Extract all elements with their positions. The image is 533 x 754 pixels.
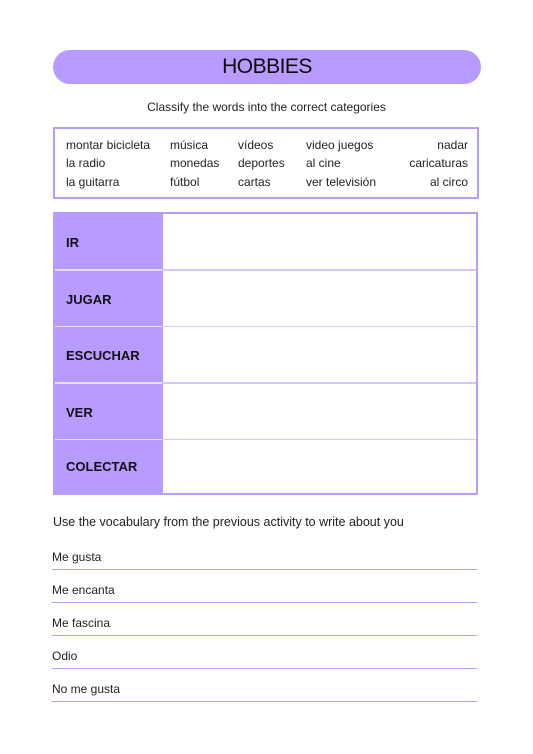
category-label: IR <box>55 214 162 270</box>
category-label: COLECTAR <box>55 440 162 493</box>
category-label: VER <box>55 384 162 440</box>
page-title: HOBBIES <box>222 55 312 78</box>
word-bank-item: al cine <box>306 156 341 170</box>
writing-line[interactable] <box>52 613 477 636</box>
category-answer-area[interactable] <box>162 214 476 270</box>
word-bank-item: nadar <box>437 138 468 152</box>
word-bank-item: música <box>170 138 209 152</box>
category-row-colectar <box>55 440 476 493</box>
category-label: ESCUCHAR <box>55 327 162 383</box>
title-banner <box>53 50 481 84</box>
writing-line[interactable] <box>52 679 477 702</box>
word-bank-item: deportes <box>238 156 285 170</box>
writing-prompt: Me fascina <box>52 616 111 630</box>
category-answer-area[interactable] <box>162 327 476 383</box>
category-answer-area[interactable] <box>162 440 476 493</box>
category-row-ver <box>55 384 476 440</box>
word-bank-item: video juegos <box>306 138 374 152</box>
writing-line[interactable] <box>52 580 477 603</box>
category-row-jugar <box>55 271 476 327</box>
category-answer-area[interactable] <box>162 384 476 440</box>
category-row-escuchar <box>55 327 476 383</box>
word-bank-item: al circo <box>429 175 468 189</box>
word-bank-item: monedas <box>170 156 220 170</box>
category-row-ir <box>55 214 476 270</box>
writing-prompt: Me encanta <box>52 583 115 597</box>
writing-line[interactable] <box>52 547 477 570</box>
writing-prompt: No me gusta <box>52 682 121 696</box>
word-bank-item: caricaturas <box>409 156 468 170</box>
category-table <box>53 212 478 495</box>
writing-instruction: Use the vocabulary from the previous activity to write about you <box>53 515 404 529</box>
writing-prompt: Odio <box>52 649 78 663</box>
word-bank <box>53 127 479 199</box>
category-label: JUGAR <box>55 271 162 327</box>
category-answer-area[interactable] <box>162 271 476 327</box>
word-bank-item: montar bicicleta <box>66 138 151 152</box>
classify-instruction: Classify the words into the correct categories <box>147 100 386 114</box>
writing-prompt: Me gusta <box>52 550 102 564</box>
word-bank-item: fútbol <box>170 175 200 189</box>
writing-line[interactable] <box>52 646 477 669</box>
word-bank-item: la guitarra <box>66 175 120 189</box>
word-bank-item: ver televisión <box>306 175 377 189</box>
word-bank-item: vídeos <box>238 138 274 152</box>
word-bank-item: cartas <box>238 175 271 189</box>
word-bank-item: la radio <box>66 156 106 170</box>
